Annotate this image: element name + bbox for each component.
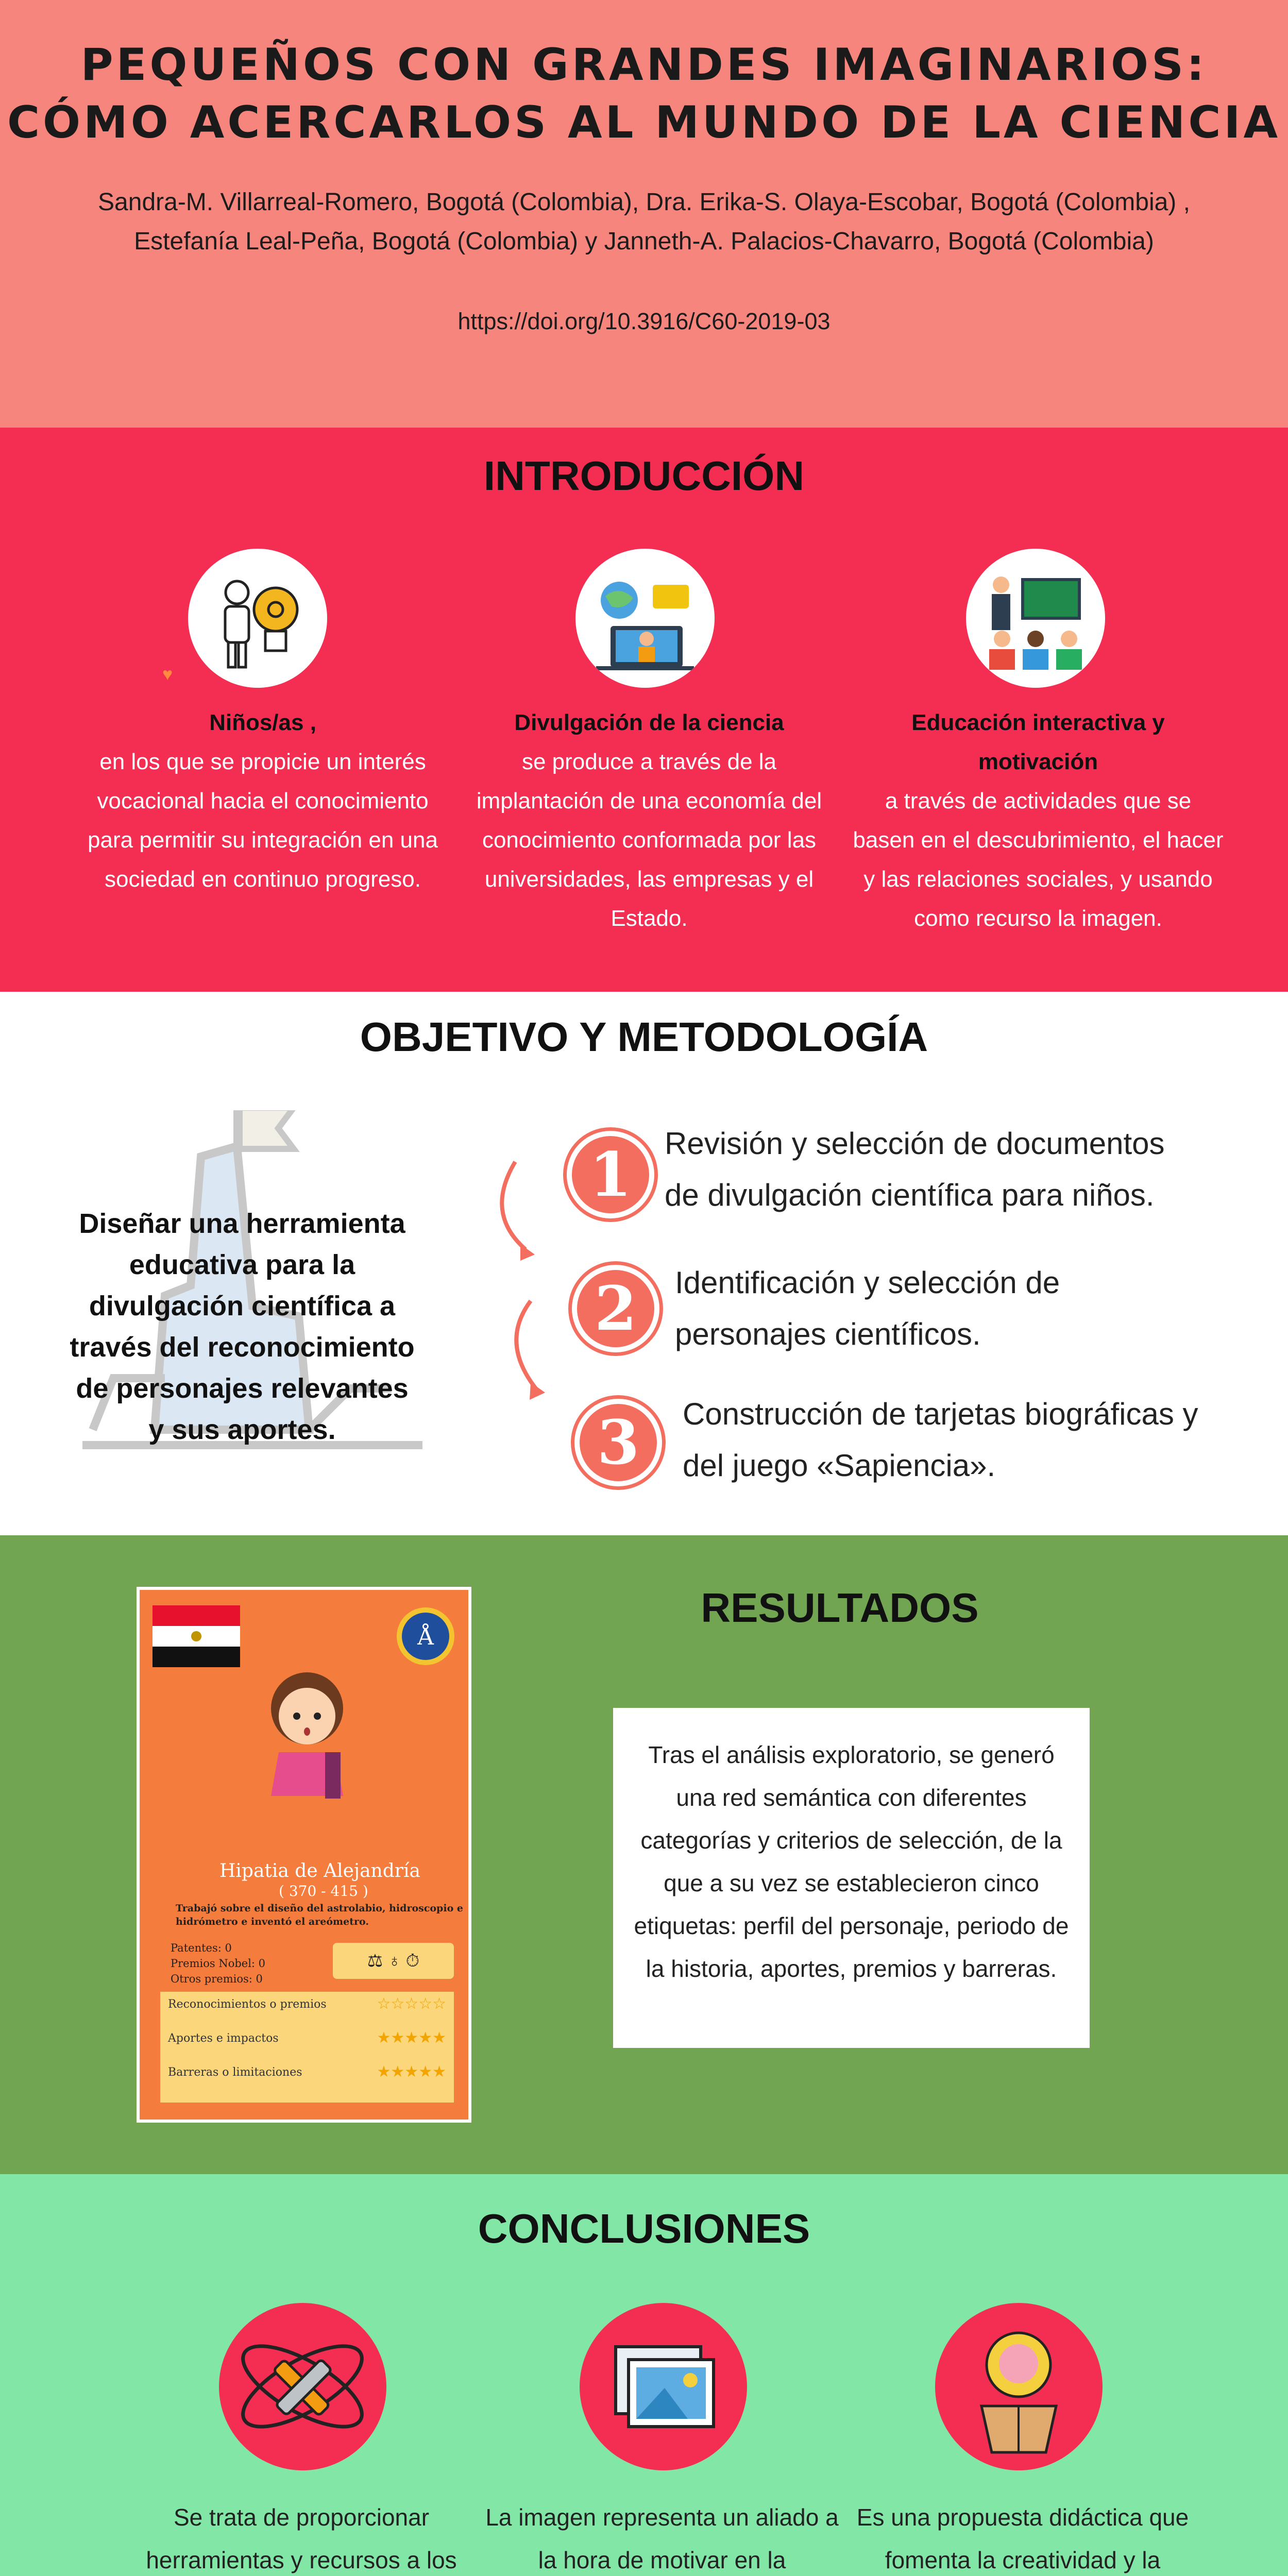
card-nobel: Premios Nobel: 0 (171, 1957, 266, 1970)
conclusions-title: CONCLUSIONES (478, 2206, 810, 2251)
classroom-icon (966, 549, 1105, 688)
badge-icon (395, 1605, 456, 1667)
step-1-text (665, 1118, 1283, 1221)
doi-link[interactable]: https://doi.org/10.3916/C60-2019-03 (457, 308, 831, 334)
objective-text: Diseñar una herramienta educativa para la divulgación científica a través del reconocimiento de personajes relevantes y sus aportes. (70, 1208, 415, 1445)
objective-title: OBJETIVO Y METODOLOGÍA (360, 1014, 928, 1060)
title-line-2: CÓMO ACERCARLOS AL MUNDO DE LA CIENCIA (7, 97, 1281, 148)
intro-title: INTRODUCCIÓN (483, 453, 805, 499)
egypt-flag-icon (152, 1605, 240, 1667)
intro-column-3 (853, 703, 1224, 938)
hypatia-character-icon (250, 1667, 364, 1801)
intro-column-2 (464, 703, 835, 938)
intro-column-2-heading: Divulgación de la ciencia (514, 710, 784, 735)
biography-card (137, 1587, 471, 2123)
card-row-1: Reconocimientos o premios (168, 1998, 327, 2011)
intro-column-1-text: en los que se propicie un interés vocacional hacia el conocimiento para permitir su integración en una sociedad en continuo progreso. (88, 749, 438, 892)
intro-column-1 (77, 703, 448, 899)
card-ratings (160, 1992, 454, 2103)
results-text: Tras el análisis exploratorio, se generó una red semántica con diferentes categorías y criterios de selección, de la que a su vez se establecieron cinco etiquetas: perfil del personaje, periodo de la historia, aportes, premios y barreras. (634, 1741, 1069, 1982)
conclusion-1-text: Se trata de proporcionar herramientas y recursos a los (146, 2504, 457, 2573)
heart-icon: ♥ (162, 665, 173, 684)
card-description: Trabajó sobre el diseño del astrolabio, hidroscopio e hidrómetro e inventó el areómetro. (176, 1903, 463, 1927)
step-1-line-1: Revisión y selección de documentos (665, 1126, 1165, 1161)
authors-line-1: Sandra-M. Villarreal-Romero, Bogotá (Colombia), Dra. Erika-S. Olaya-Escobar, Bogotá (Colombia) , (98, 189, 1190, 216)
conclusions-section (0, 2174, 1288, 2576)
step-3-line-2: del juego «Sapiencia». (683, 1448, 996, 1483)
intro-column-2-text: se produce a través de la implantación de una economía del conocimiento conformada por las universidades, las empresas y el Estado. (476, 749, 822, 931)
page-title (0, 36, 1288, 151)
svg-text:Å: Å (417, 1624, 434, 1650)
step-2-line-1: Identificación y selección de (675, 1265, 1060, 1300)
card-row-3-stars: ★★★★★ (377, 2063, 446, 2081)
card-stats (171, 1940, 265, 1987)
card-row-3: Barreras o limitaciones (168, 2066, 302, 2079)
science-communication-icon (575, 549, 715, 688)
step-3-line-1: Construcción de tarjetas biográficas y (683, 1397, 1198, 1431)
authors-line-2: Estefanía Leal-Peña, Bogotá (Colombia) y Janneth-A. Palacios-Chavarro, Bogotá (Colombia) (134, 228, 1154, 255)
title-line-1: PEQUEÑOS CON GRANDES IMAGINARIOS: (80, 39, 1208, 91)
intro-column-3-text: a través de actividades que se basen en el descubrimiento, el hacer y las relaciones sociales, y usando como recurso la imagen. (853, 788, 1224, 931)
introduction-section (0, 428, 1288, 992)
step-2-number: 2 (572, 1265, 659, 1352)
intro-column-3-heading: Educación interactiva y motivación (911, 710, 1165, 774)
child-idea-icon (188, 549, 327, 688)
step-2-text (675, 1257, 1288, 1360)
card-row-2: Aportes e impactos (168, 2032, 279, 2045)
atom-tools-icon (219, 2303, 386, 2470)
image-icon (580, 2303, 747, 2470)
card-icons-box: ⚖ ♁ ⏱ (333, 1943, 454, 1979)
card-years: ( 370 - 415 ) (279, 1883, 368, 1900)
brain-bulb-icon (935, 2303, 1103, 2470)
objective-methodology-section (0, 992, 1288, 1535)
card-row-1-stars: ☆☆☆☆☆ (377, 1995, 446, 2013)
step-3-number: 3 (574, 1399, 662, 1486)
results-section (0, 1535, 1288, 2174)
conclusion-2-text: La imagen representa un aliado a la hora de motivar en la (485, 2504, 839, 2573)
conclusion-3-text: Es una propuesta didáctica que fomenta la creatividad y la (856, 2504, 1189, 2573)
card-row-2-stars: ★★★★★ (377, 2029, 446, 2047)
card-other: Otros premios: 0 (171, 1973, 263, 1985)
results-box (613, 1708, 1090, 2048)
step-2-line-2: personajes científicos. (675, 1317, 981, 1351)
card-patents: Patentes: 0 (171, 1942, 232, 1954)
intro-column-1-heading: Niños/as , (209, 710, 316, 735)
step-1-number: 1 (567, 1131, 654, 1218)
step-3-text (683, 1388, 1288, 1492)
header-section (0, 0, 1288, 428)
results-title: RESULTADOS (701, 1585, 979, 1631)
authors (52, 183, 1236, 261)
step-1-line-2: de divulgación científica para niños. (665, 1178, 1155, 1212)
card-name: Hipatia de Alejandría (219, 1860, 420, 1882)
